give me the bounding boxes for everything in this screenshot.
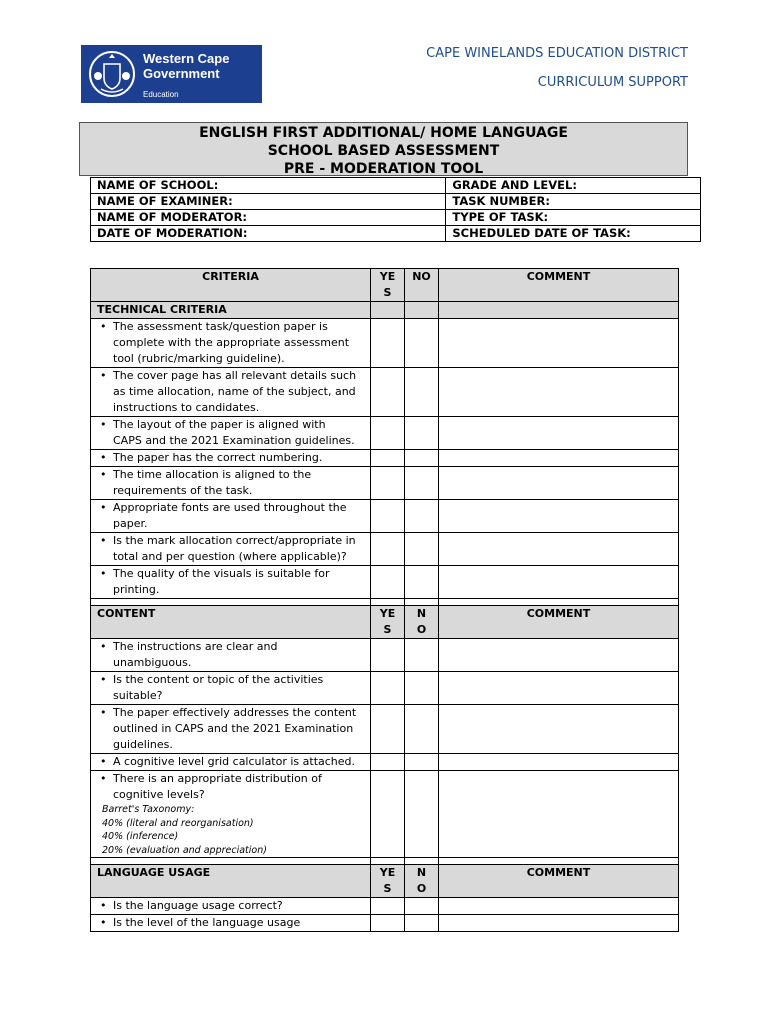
logo-line2: Government	[143, 66, 220, 81]
criterion-cell	[91, 639, 371, 672]
spacer-cell	[439, 858, 679, 865]
yes-header-text: YE	[379, 866, 396, 879]
taxonomy-line: 40% (inference)	[102, 831, 179, 842]
criterion-text: The time allocation is aligned to the	[113, 468, 312, 481]
info-table	[90, 177, 701, 242]
table-row	[91, 566, 679, 599]
criterion-cell	[91, 771, 371, 858]
no-checkbox[interactable]	[405, 319, 439, 368]
yes-header-text: S	[383, 286, 392, 299]
yes-checkbox[interactable]	[371, 368, 405, 417]
comment-field[interactable]	[439, 898, 679, 915]
table-row	[91, 450, 679, 467]
info-row	[91, 226, 701, 242]
no-header-text: O	[416, 623, 427, 636]
logo-dept: Education	[143, 90, 179, 99]
criterion-text: The assessment task/question paper is	[113, 320, 328, 333]
language-header-row	[91, 865, 679, 898]
yes-checkbox[interactable]	[371, 566, 405, 599]
yes-header-text: S	[383, 882, 392, 895]
no-header	[405, 865, 439, 898]
criterion-cell	[91, 417, 371, 450]
criterion-text: cognitive levels?	[113, 788, 205, 801]
no-checkbox[interactable]	[405, 672, 439, 705]
yes-header	[371, 865, 405, 898]
table-row	[91, 500, 679, 533]
title-line3: PRE - MODERATION TOOL	[283, 161, 484, 177]
logo-line1: Western Cape	[143, 51, 230, 66]
info-school[interactable]: NAME OF SCHOOL:	[91, 178, 446, 194]
taxonomy-line: 20% (evaluation and appreciation)	[102, 844, 267, 856]
table-row	[91, 915, 679, 932]
no-header-text: NO	[412, 270, 431, 283]
info-row	[91, 178, 701, 194]
comment-header	[439, 269, 679, 302]
criterion-text: Is the level of the language usage	[113, 916, 301, 929]
table-row	[91, 754, 679, 771]
criterion-text: Is the content or topic of the activities	[113, 673, 324, 686]
table-row	[91, 898, 679, 915]
yes-checkbox[interactable]	[371, 672, 405, 705]
criterion-cell	[91, 500, 371, 533]
no-checkbox[interactable]	[405, 771, 439, 858]
blank	[371, 302, 405, 319]
technical-title	[91, 302, 371, 319]
criterion-text: guidelines.	[113, 738, 173, 751]
criterion-text: Appropriate fonts are used throughout the	[113, 501, 347, 514]
section-title	[91, 865, 371, 898]
comment-field[interactable]	[439, 533, 679, 566]
info-examiner[interactable]: NAME OF EXAMINER:	[91, 194, 446, 210]
comment-field[interactable]	[439, 754, 679, 771]
yes-checkbox[interactable]	[371, 639, 405, 672]
spacer-cell	[371, 858, 405, 865]
table-row	[91, 368, 679, 417]
yes-checkbox[interactable]	[371, 754, 405, 771]
spacer-cell	[439, 599, 679, 606]
no-header-text: N	[416, 607, 427, 620]
criterion-cell	[91, 450, 371, 467]
yes-checkbox[interactable]	[371, 417, 405, 450]
title-line1: ENGLISH FIRST ADDITIONAL/ HOME LANGUAGE	[199, 125, 568, 141]
table-row	[91, 639, 679, 672]
yes-checkbox[interactable]	[371, 705, 405, 754]
table-row	[91, 771, 679, 858]
spacer-cell	[91, 599, 371, 606]
section-title-text: CONTENT	[97, 607, 156, 620]
coat-of-arms-icon	[87, 49, 137, 99]
spacer-row	[91, 858, 679, 865]
yes-header	[371, 606, 405, 639]
comment-field[interactable]	[439, 771, 679, 858]
criterion-cell	[91, 319, 371, 368]
no-header-text: N	[416, 866, 427, 879]
no-checkbox[interactable]	[405, 898, 439, 915]
info-moderator[interactable]: NAME OF MODERATOR:	[91, 210, 446, 226]
no-checkbox[interactable]	[405, 705, 439, 754]
comment-field[interactable]	[439, 368, 679, 417]
comment-field[interactable]	[439, 672, 679, 705]
criterion-text: The paper effectively addresses the content	[113, 706, 357, 719]
title-box	[79, 122, 688, 176]
comment-header	[439, 865, 679, 898]
no-checkbox[interactable]	[405, 754, 439, 771]
info-task-number[interactable]: TASK NUMBER:	[446, 194, 701, 210]
section-title	[91, 606, 371, 639]
yes-checkbox[interactable]	[371, 898, 405, 915]
criterion-text: There is an appropriate distribution of	[113, 772, 322, 785]
criterion-text: suitable?	[113, 689, 163, 702]
no-checkbox[interactable]	[405, 533, 439, 566]
taxonomy-note	[91, 803, 367, 857]
yes-checkbox[interactable]	[371, 450, 405, 467]
spacer-cell	[91, 858, 371, 865]
yes-checkbox[interactable]	[371, 533, 405, 566]
spacer-cell	[405, 858, 439, 865]
criterion-text: Is the language usage correct?	[113, 899, 283, 912]
comment-header-text: COMMENT	[526, 866, 591, 879]
criterion-text: A cognitive level grid calculator is attached.	[113, 755, 356, 768]
criterion-text: complete with the appropriate assessment	[113, 336, 350, 349]
table-row	[91, 319, 679, 368]
criterion-cell	[91, 705, 371, 754]
criterion-text: CAPS and the 2021 Examination guidelines.	[113, 434, 355, 447]
criterion-cell	[91, 368, 371, 417]
comment-field[interactable]	[439, 467, 679, 500]
no-checkbox[interactable]	[405, 450, 439, 467]
comment-field[interactable]	[439, 319, 679, 368]
comment-header	[439, 606, 679, 639]
comment-header-text: COMMENT	[526, 607, 591, 620]
no-checkbox[interactable]	[405, 467, 439, 500]
criterion-text: The cover page has all relevant details such	[113, 369, 357, 382]
comment-field[interactable]	[439, 417, 679, 450]
comment-field[interactable]	[439, 566, 679, 599]
section-title-text: LANGUAGE USAGE	[97, 866, 211, 879]
criterion-cell	[91, 898, 371, 915]
table-row	[91, 467, 679, 500]
criterion-text: The quality of the visuals is suitable for	[113, 567, 330, 580]
info-scheduled-date[interactable]: SCHEDULED DATE OF TASK:	[446, 226, 701, 242]
info-date[interactable]: DATE OF MODERATION:	[91, 226, 446, 242]
spacer-cell	[405, 599, 439, 606]
criterion-text: instructions to candidates.	[113, 401, 260, 414]
yes-header-text: YE	[379, 270, 396, 283]
section-title	[91, 269, 371, 302]
spacer-row	[91, 599, 679, 606]
table-row	[91, 533, 679, 566]
criterion-cell	[91, 566, 371, 599]
technical-section-row	[91, 302, 679, 319]
yes-checkbox[interactable]	[371, 467, 405, 500]
criterion-text: printing.	[113, 583, 160, 596]
criterion-cell	[91, 467, 371, 500]
table-row	[91, 705, 679, 754]
criterion-text: unambiguous.	[113, 656, 192, 669]
criterion-cell	[91, 754, 371, 771]
no-checkbox[interactable]	[405, 639, 439, 672]
criteria-table	[90, 268, 679, 932]
criterion-text: The paper has the correct numbering.	[113, 451, 323, 464]
no-checkbox[interactable]	[405, 368, 439, 417]
no-checkbox[interactable]	[405, 417, 439, 450]
no-checkbox[interactable]	[405, 915, 439, 932]
criterion-text: requirements of the task.	[113, 484, 253, 497]
title-line2: SCHOOL BASED ASSESSMENT	[267, 143, 500, 159]
info-grade[interactable]: GRADE AND LEVEL:	[446, 178, 701, 194]
taxonomy-line: Barret's Taxonomy:	[102, 804, 195, 815]
yes-header-text: S	[383, 623, 392, 636]
criterion-text: The layout of the paper is aligned with	[113, 418, 326, 431]
table-row	[91, 672, 679, 705]
no-checkbox[interactable]	[405, 566, 439, 599]
criterion-text: total and per question (where applicable)?	[113, 550, 347, 563]
blank	[405, 302, 439, 319]
no-header	[405, 269, 439, 302]
comment-field[interactable]	[439, 705, 679, 754]
no-checkbox[interactable]	[405, 500, 439, 533]
criterion-cell	[91, 915, 371, 932]
criterion-text: Is the mark allocation correct/appropriate in	[113, 534, 356, 547]
yes-checkbox[interactable]	[371, 319, 405, 368]
criterion-text: tool (rubric/marking guideline).	[113, 352, 285, 365]
comment-field[interactable]	[439, 915, 679, 932]
table-row	[91, 417, 679, 450]
criterion-cell	[91, 672, 371, 705]
info-row	[91, 194, 701, 210]
criterion-text: The instructions are clear and	[113, 640, 278, 653]
yes-checkbox[interactable]	[371, 915, 405, 932]
blank	[439, 302, 679, 319]
comment-header-text: COMMENT	[526, 270, 591, 283]
district-header: CAPE WINELANDS EDUCATION DISTRICT	[426, 46, 688, 61]
info-task-type[interactable]: TYPE OF TASK:	[446, 210, 701, 226]
criterion-cell	[91, 533, 371, 566]
comment-field[interactable]	[439, 450, 679, 467]
technical-title-text: TECHNICAL CRITERIA	[97, 303, 227, 316]
yes-checkbox[interactable]	[371, 771, 405, 858]
no-header	[405, 606, 439, 639]
yes-header	[371, 269, 405, 302]
criterion-text: outlined in CAPS and the 2021 Examination	[113, 722, 354, 735]
content-header-row	[91, 606, 679, 639]
support-header: CURRICULUM SUPPORT	[537, 75, 688, 90]
section-title-text: CRITERIA	[202, 270, 259, 283]
comment-field[interactable]	[439, 500, 679, 533]
spacer-cell	[371, 599, 405, 606]
criterion-text: as time allocation, name of the subject, and	[113, 385, 356, 398]
info-row	[91, 210, 701, 226]
yes-checkbox[interactable]	[371, 500, 405, 533]
comment-field[interactable]	[439, 639, 679, 672]
criterion-text: paper.	[113, 517, 148, 530]
western-cape-logo	[81, 45, 262, 103]
yes-header-text: YE	[379, 607, 396, 620]
no-header-text: O	[416, 882, 427, 895]
criteria-header-row	[91, 269, 679, 302]
taxonomy-line: 40% (literal and reorganisation)	[102, 817, 254, 829]
